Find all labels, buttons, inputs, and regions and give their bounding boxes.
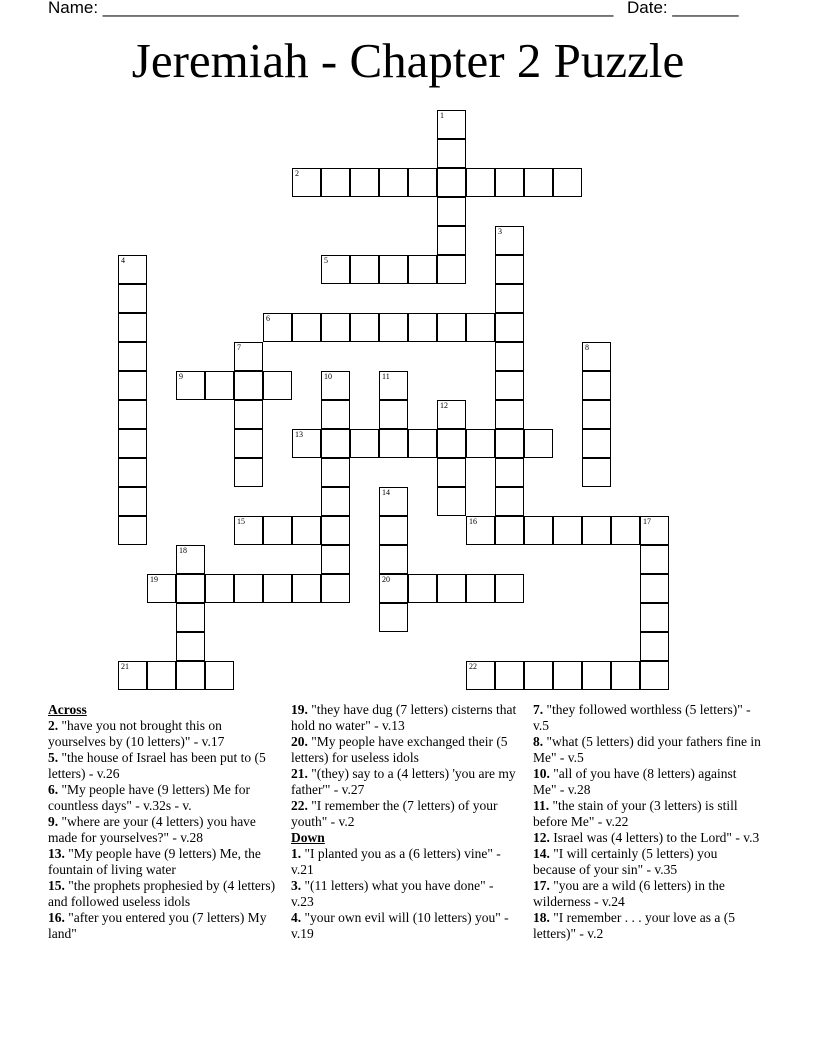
clue-text: "after you entered you (7 letters) My land": [48, 909, 267, 941]
clue-text: "all of you have (8 letters) against Me" - v.28: [533, 766, 737, 797]
crossword-cell[interactable]: [118, 371, 147, 400]
clue-item: [533, 878, 761, 910]
crossword-cell[interactable]: [437, 313, 466, 342]
crossword-cell[interactable]: [495, 371, 524, 400]
clue-number: 21.: [291, 766, 308, 781]
clue-text: "My people have exchanged their (5 letters) for useless idols: [291, 734, 508, 765]
crossword-cell[interactable]: [234, 429, 263, 458]
crossword-cell[interactable]: [524, 516, 553, 545]
crossword-cell[interactable]: [292, 429, 321, 458]
crossword-cell[interactable]: [379, 574, 408, 603]
cell-number: 18: [179, 546, 187, 555]
cell-number: 4: [121, 256, 125, 265]
clue-text: "where are your (4 letters) you have made for yourselves?" - v.28: [48, 813, 256, 845]
crossword-cell[interactable]: [321, 516, 350, 545]
cell-number: 13: [295, 430, 303, 439]
crossword-cell[interactable]: [495, 255, 524, 284]
crossword-cell[interactable]: [640, 574, 669, 603]
clue-item: [291, 878, 519, 910]
crossword-cell[interactable]: [466, 168, 495, 197]
clue-item: [291, 734, 519, 766]
crossword-cell[interactable]: [118, 342, 147, 371]
name-field-label: Name: ______________________________________________________: [48, 0, 614, 17]
crossword-cell[interactable]: [350, 313, 379, 342]
clue-number: 3.: [291, 877, 302, 893]
crossword-cell[interactable]: [176, 545, 205, 574]
cell-number: 1: [440, 111, 444, 120]
down-heading: Down: [291, 830, 325, 845]
crossword-cell[interactable]: [495, 429, 524, 458]
crossword-cell[interactable]: [234, 371, 263, 400]
clue-item: [291, 766, 519, 798]
crossword-cell[interactable]: [437, 226, 466, 255]
clue-text: "I will certainly (5 letters) you because of your sin" - v.35: [533, 846, 718, 877]
clue-number: 19.: [291, 702, 308, 717]
crossword-cell[interactable]: [408, 313, 437, 342]
clue-item: [533, 910, 761, 942]
crossword-cell[interactable]: [292, 574, 321, 603]
crossword-cell[interactable]: [495, 458, 524, 487]
crossword-cell[interactable]: [118, 400, 147, 429]
clue-number: 13.: [48, 845, 65, 861]
crossword-cell[interactable]: [524, 168, 553, 197]
crossword-cell[interactable]: [495, 168, 524, 197]
clue-number: 7.: [533, 702, 544, 717]
clue-item: [48, 718, 276, 750]
clue-number: 15.: [48, 877, 65, 893]
crossword-cell[interactable]: [466, 429, 495, 458]
clue-text: "My people have (9 letters) Me for countless days" - v.32s - v.: [48, 781, 250, 813]
crossword-cell[interactable]: [524, 429, 553, 458]
crossword-cell[interactable]: [176, 371, 205, 400]
clue-text: "My people have (9 letters) Me, the fountain of living water: [48, 845, 261, 877]
crossword-cell[interactable]: [292, 168, 321, 197]
cell-number: 21: [121, 662, 129, 671]
crossword-cell[interactable]: [437, 139, 466, 168]
clue-text: "(they) say to a (4 letters) 'you are my father'" - v.27: [291, 766, 516, 797]
clue-item: [533, 846, 761, 878]
crossword-cell[interactable]: [408, 574, 437, 603]
clue-item: [533, 798, 761, 830]
crossword-cell[interactable]: [321, 371, 350, 400]
clue-number: 14.: [533, 846, 550, 862]
crossword-cell[interactable]: [118, 284, 147, 313]
crossword-cell[interactable]: [582, 458, 611, 487]
clue-number: 20.: [291, 734, 308, 749]
clue-item: [291, 702, 519, 734]
cell-number: 6: [266, 314, 270, 323]
crossword-cell[interactable]: [553, 661, 582, 690]
crossword-cell[interactable]: [350, 255, 379, 284]
clue-text: "the prophets prophesied by (4 letters) and followed useless idols: [48, 877, 276, 909]
crossword-cell[interactable]: [379, 313, 408, 342]
clue-number: 10.: [533, 766, 550, 781]
crossword-cell[interactable]: [379, 400, 408, 429]
crossword-cell[interactable]: [379, 168, 408, 197]
crossword-cell[interactable]: [263, 313, 292, 342]
crossword-cell[interactable]: [495, 400, 524, 429]
crossword-cell[interactable]: [524, 661, 553, 690]
crossword-cell[interactable]: [553, 168, 582, 197]
clue-text: "the house of Israel has been put to (5 letters) - v.26: [48, 749, 266, 781]
crossword-cell[interactable]: [321, 458, 350, 487]
clue-text: "your own evil will (10 letters) you" - v.19: [291, 909, 509, 941]
clue-text: "you are a wild (6 letters) in the wilderness - v.24: [533, 878, 725, 909]
clue-item: [533, 702, 761, 734]
crossword-cell[interactable]: [466, 661, 495, 690]
crossword-cell[interactable]: [379, 487, 408, 516]
crossword-cell[interactable]: [437, 458, 466, 487]
cell-number: 20: [382, 575, 390, 584]
cell-number: 22: [469, 662, 477, 671]
date-field-label: Date: _______: [627, 0, 739, 17]
clue-item: [48, 846, 276, 878]
clue-text: Israel was (4 letters) to the Lord" - v.3: [549, 830, 760, 845]
crossword-cell[interactable]: [437, 400, 466, 429]
clue-number: 18.: [533, 910, 550, 926]
clue-number: 6.: [48, 781, 59, 797]
clue-item: [48, 910, 276, 942]
clue-number: 12.: [533, 830, 550, 845]
cell-number: 14: [382, 488, 390, 497]
clue-number: 2.: [48, 717, 59, 733]
cell-number: 3: [498, 227, 502, 236]
crossword-cell[interactable]: [495, 661, 524, 690]
clue-number: 1.: [291, 845, 302, 861]
crossword-cell[interactable]: [379, 371, 408, 400]
clue-number: 11.: [533, 798, 550, 813]
clue-item: [48, 782, 276, 814]
crossword-cell[interactable]: [582, 400, 611, 429]
clue-text: "(11 letters) what you have done" - v.23: [291, 877, 494, 909]
clue-number: 5.: [48, 749, 59, 765]
crossword-cell[interactable]: [234, 574, 263, 603]
crossword-cell[interactable]: [176, 661, 205, 690]
crossword-cell[interactable]: [495, 574, 524, 603]
crossword-cell[interactable]: [118, 516, 147, 545]
clue-item: [48, 750, 276, 782]
cell-number: 9: [179, 372, 183, 381]
crossword-cell[interactable]: [234, 458, 263, 487]
crossword-cell[interactable]: [437, 168, 466, 197]
crossword-cell[interactable]: [321, 574, 350, 603]
clue-text: "they have dug (7 letters) cisterns that hold no water" - v.13: [291, 702, 517, 733]
crossword-cell[interactable]: [234, 516, 263, 545]
clue-text: "have you not brought this on yourselves by (10 letters)" - v.17: [48, 717, 225, 749]
crossword-cell[interactable]: [176, 632, 205, 661]
crossword-cell[interactable]: [640, 545, 669, 574]
clue-item: [533, 830, 761, 846]
crossword-cell[interactable]: [437, 110, 466, 139]
crossword-cell[interactable]: [466, 516, 495, 545]
clue-item: [533, 734, 761, 766]
crossword-cell[interactable]: [350, 168, 379, 197]
clue-number: 22.: [291, 798, 308, 813]
crossword-cell[interactable]: [118, 429, 147, 458]
crossword-cell[interactable]: [640, 603, 669, 632]
crossword-cell[interactable]: [205, 574, 234, 603]
cell-number: 15: [237, 517, 245, 526]
clue-column-1: [48, 702, 276, 942]
crossword-cell[interactable]: [321, 313, 350, 342]
cell-number: 10: [324, 372, 332, 381]
crossword-cell[interactable]: [292, 516, 321, 545]
crossword-cell[interactable]: [350, 429, 379, 458]
crossword-cell[interactable]: [495, 487, 524, 516]
cell-number: 5: [324, 256, 328, 265]
cell-number: 12: [440, 401, 448, 410]
clue-item: [533, 766, 761, 798]
crossword-cell[interactable]: [611, 516, 640, 545]
crossword-cell[interactable]: [408, 255, 437, 284]
crossword-cell[interactable]: [379, 429, 408, 458]
clue-item: [48, 878, 276, 910]
crossword-cell[interactable]: [640, 632, 669, 661]
crossword-cell[interactable]: [379, 255, 408, 284]
clue-column-2: [291, 702, 519, 942]
crossword-cell[interactable]: [118, 458, 147, 487]
cell-number: 17: [643, 517, 651, 526]
crossword-cell[interactable]: [495, 313, 524, 342]
crossword-cell[interactable]: [234, 342, 263, 371]
clue-text: "they followed worthless (5 letters)" - v.5: [533, 702, 751, 733]
crossword-cell[interactable]: [495, 516, 524, 545]
crossword-cell[interactable]: [640, 516, 669, 545]
crossword-cell[interactable]: [321, 429, 350, 458]
crossword-cell[interactable]: [147, 574, 176, 603]
crossword-cell[interactable]: [118, 255, 147, 284]
crossword-cell[interactable]: [205, 661, 234, 690]
cell-number: 16: [469, 517, 477, 526]
crossword-cell[interactable]: [263, 574, 292, 603]
crossword-cell[interactable]: [466, 313, 495, 342]
crossword-cell[interactable]: [437, 197, 466, 226]
cell-number: 11: [382, 372, 390, 381]
cell-number: 8: [585, 343, 589, 352]
clue-item: [291, 846, 519, 878]
crossword-cell[interactable]: [292, 313, 321, 342]
crossword-cell[interactable]: [553, 516, 582, 545]
cell-number: 19: [150, 575, 158, 584]
crossword-cell[interactable]: [582, 516, 611, 545]
crossword-cell[interactable]: [582, 429, 611, 458]
crossword-cell[interactable]: [611, 661, 640, 690]
crossword-cell[interactable]: [437, 255, 466, 284]
crossword-cell[interactable]: [176, 574, 205, 603]
crossword-cell[interactable]: [147, 661, 176, 690]
crossword-cell[interactable]: [495, 226, 524, 255]
crossword-cell[interactable]: [321, 255, 350, 284]
crossword-cell[interactable]: [205, 371, 234, 400]
clue-number: 4.: [291, 909, 302, 925]
clue-number: 9.: [48, 813, 59, 829]
cell-number: 2: [295, 169, 299, 178]
across-heading: Across: [48, 702, 87, 717]
crossword-cell[interactable]: [379, 516, 408, 545]
crossword-cell[interactable]: [321, 545, 350, 574]
crossword-cell[interactable]: [582, 342, 611, 371]
clue-column-3: [533, 702, 761, 942]
crossword-cell[interactable]: [321, 400, 350, 429]
crossword-cell[interactable]: [437, 487, 466, 516]
crossword-cell[interactable]: [379, 603, 408, 632]
crossword-cell[interactable]: [437, 574, 466, 603]
crossword-cell[interactable]: [234, 400, 263, 429]
crossword-cell[interactable]: [408, 168, 437, 197]
clue-text: "what (5 letters) did your fathers fine in Me" - v.5: [533, 734, 761, 765]
clue-item: [291, 910, 519, 942]
crossword-cell[interactable]: [321, 168, 350, 197]
crossword-cell[interactable]: [263, 371, 292, 400]
clue-number: 8.: [533, 734, 544, 749]
crossword-cell[interactable]: [640, 661, 669, 690]
crossword-cell[interactable]: [408, 429, 437, 458]
clue-number: 17.: [533, 878, 550, 894]
crossword-cell[interactable]: [582, 371, 611, 400]
cell-number: 7: [237, 343, 241, 352]
crossword-cell[interactable]: [466, 574, 495, 603]
crossword-cell[interactable]: [379, 545, 408, 574]
crossword-cell[interactable]: [118, 487, 147, 516]
crossword-cell[interactable]: [263, 516, 292, 545]
crossword-cell[interactable]: [321, 487, 350, 516]
crossword-cell[interactable]: [118, 313, 147, 342]
crossword-cell[interactable]: [582, 661, 611, 690]
clue-text: "I remember . . . your love as a (5 letters)" - v.2: [533, 910, 735, 941]
crossword-cell[interactable]: [118, 661, 147, 690]
clue-text: "I remember the (7 letters) of your youth" - v.2: [291, 798, 498, 829]
crossword-cell[interactable]: [495, 342, 524, 371]
clue-number: 16.: [48, 909, 65, 925]
page-title: Jeremiah - Chapter 2 Puzzle: [131, 33, 685, 88]
clue-item: [291, 798, 519, 830]
clue-text: "I planted you as a (6 letters) vine" - v.21: [291, 845, 501, 877]
clue-text: "the stain of your (3 letters) is still before Me" - v.22: [533, 798, 738, 829]
clue-item: [48, 814, 276, 846]
crossword-cell[interactable]: [495, 284, 524, 313]
crossword-cell[interactable]: [437, 429, 466, 458]
crossword-cell[interactable]: [176, 603, 205, 632]
